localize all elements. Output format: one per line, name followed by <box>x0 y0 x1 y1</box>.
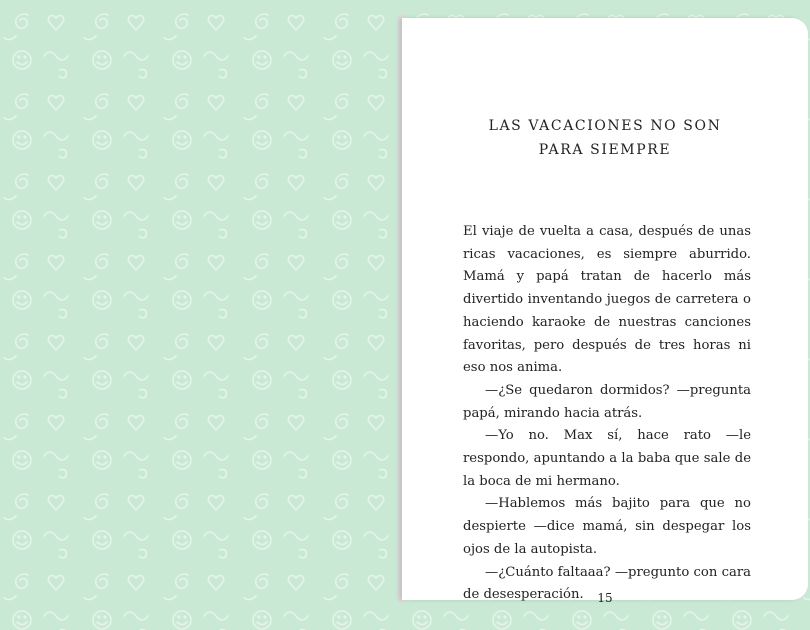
paragraph: El viaje de vuelta a casa, después de unas ricas vacaciones, es siempre aburrido. Mamá y papá tratan de hacerlo más divertido inventando juegos de carretera o haciendo karaoke de nuestras canciones favoritas, pero después de tres horas ni eso nos anima. <box>463 224 751 376</box>
chapter-body <box>463 221 751 607</box>
chapter-title <box>402 114 808 162</box>
paragraph: —Hablemos más bajito para que no despierte —dice mamá, sin despegar los ojos de la autopista. <box>463 496 751 557</box>
book-page <box>402 18 808 605</box>
paragraph: —¿Se quedaron dormidos? —pregunta papá, mirando hacia atrás. <box>463 382 751 421</box>
chapter-title-line-1: LAS VACACIONES NO SON <box>488 118 722 134</box>
page-number: 15 <box>597 591 613 605</box>
paragraph: —Yo no. Max sí, hace rato —le respondo, apuntando a la baba que sale de la boca de mi hermano. <box>463 428 751 489</box>
paragraph: —¿Cuánto faltaaa? —pregunto con cara de desesperación. <box>463 564 751 603</box>
chapter-title-line-2: PARA SIEMPRE <box>538 142 672 158</box>
